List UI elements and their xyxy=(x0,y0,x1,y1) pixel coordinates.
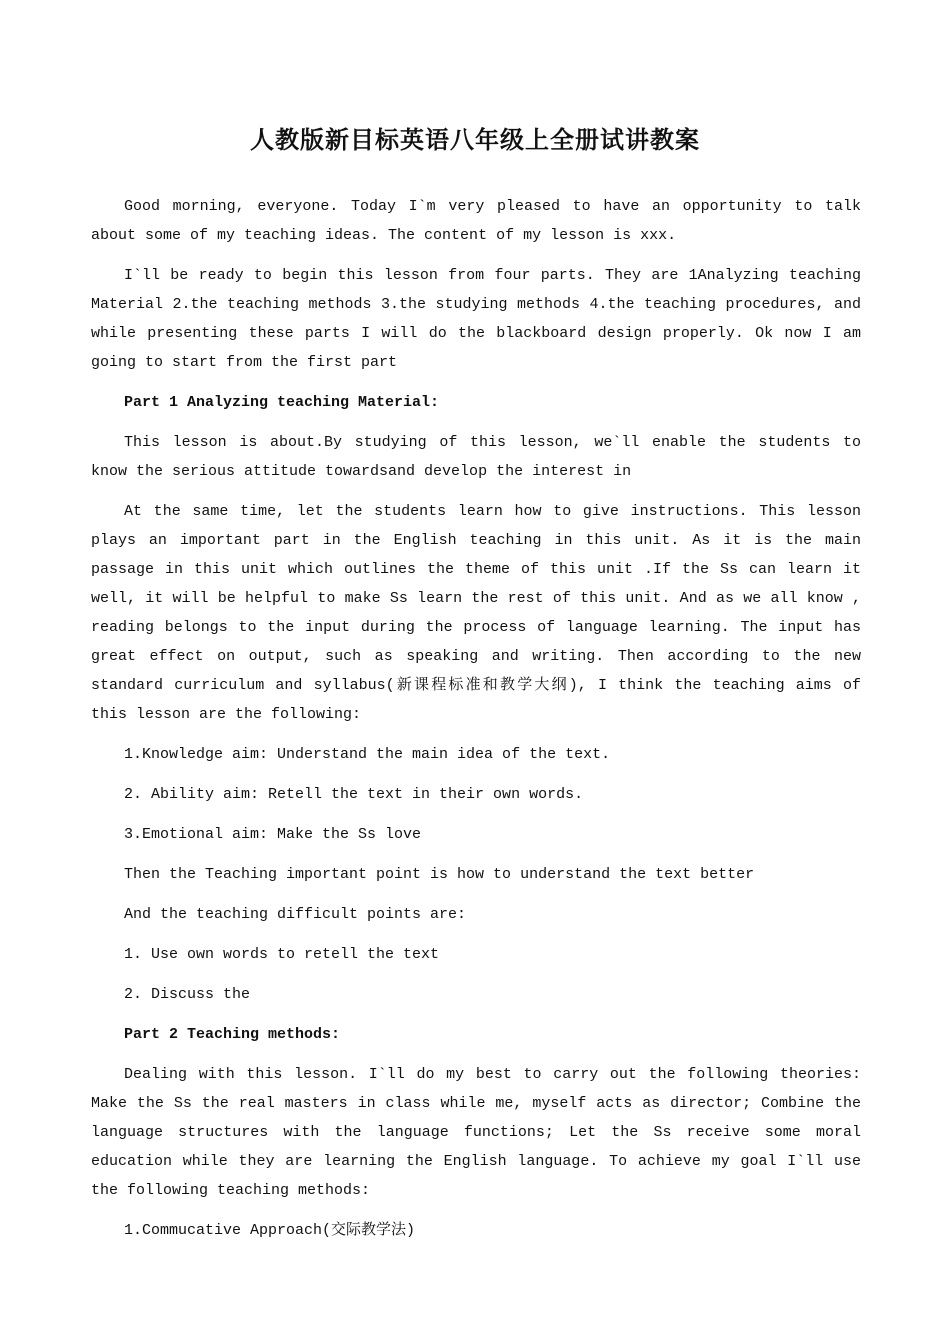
important-point-paragraph: Then the Teaching important point is how to understand the text better xyxy=(124,866,755,883)
emotional-aim-item: 3.Emotional aim: Make the Ss love xyxy=(124,826,422,843)
section-heading-part-1: Part 1 Analyzing teaching Material: xyxy=(124,394,440,411)
ability-aim-item: 2. Ability aim: Retell the text in their own words. xyxy=(124,786,584,803)
section-heading-part-2: Part 2 Teaching methods: xyxy=(124,1026,341,1043)
document-title: 人教版新目标英语八年级上全册试讲教案 xyxy=(250,125,700,154)
difficult-point-item-1: 1. Use own words to retell the text xyxy=(124,946,440,963)
knowledge-aim-item: 1.Knowledge aim: Understand the main idea of the text. xyxy=(124,746,611,763)
methods-paragraph: Dealing with this lesson. I`ll do my best to carry out the following theories: Make the Ss the real masters in class while me, myself acts as director; Combine the language structures with the language functions; Let the Ss receive some moral education while they are learning the English language. To achieve my goal I`ll use the following teaching methods: xyxy=(91,1066,861,1199)
difficult-points-intro: And the teaching difficult points are: xyxy=(124,906,467,923)
difficult-point-item-2: 2. Discuss the xyxy=(124,986,251,1003)
overview-paragraph: I`ll be ready to begin this lesson from four parts. They are 1Analyzing teaching Material 2.the teaching methods 3.the studying methods 4.the teaching procedures, and while presenting these parts I will do the blackboard design properly. Ok now I am going to start from the first part xyxy=(91,267,861,371)
method-item-1: 1.Commucative Approach(交际教学法) xyxy=(124,1222,416,1239)
intro-paragraph: Good morning, everyone. Today I`m very pleased to have an opportunity to talk about some of my teaching ideas. The content of my lesson is xxx. xyxy=(91,198,861,244)
document-body xyxy=(91,192,861,1256)
importance-paragraph: At the same time, let the students learn how to give instructions. This lesson plays an important part in the English teaching in this unit. As it is the main passage in this unit which outlines the theme of this unit .If the Ss can learn it well, it will be helpful to make Ss learn the rest of this unit. And as we all know , reading belongs to the input during the process of language learning. The input has great effect on output, such as speaking and writing. Then according to the new standard curriculum and syllabus(新课程标准和教学大纲), I think the teaching aims of this lesson are the following: xyxy=(91,503,861,723)
lesson-about-paragraph: This lesson is about.By studying of this lesson, we`ll enable the students to know the serious attitude towardsand develop the interest in xyxy=(91,434,861,480)
